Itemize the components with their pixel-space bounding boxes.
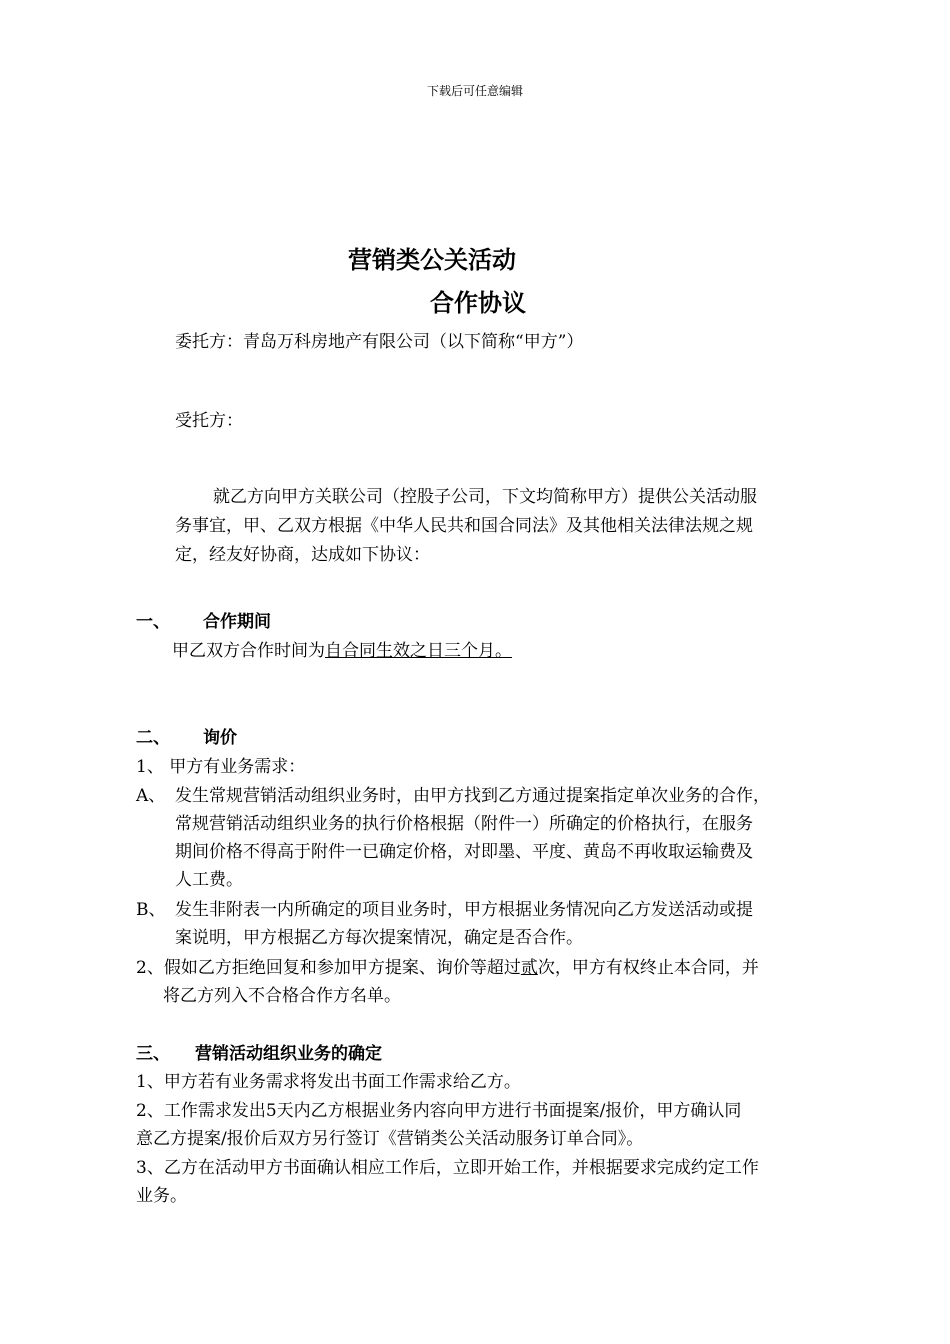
intro-line-3: 定，经友好协商，达成如下协议： [175,545,430,565]
section2-itemA-marker: A、 [136,786,166,806]
section2-itemB-line2: 案说明，甲方根据乙方每次提案情况，确定是否合作。 [175,928,583,948]
section2-itemA-line3: 期间价格不得高于附件一已确定价格，对即墨、平度、黄岛不再收取运输费及 [175,842,753,862]
section3-item3-line1: 3、乙方在活动甲方书面确认相应工作后，立即开始工作，并根据要求完成约定工作 [136,1158,759,1178]
section3-heading: 营销活动组织业务的确定 [195,1044,382,1064]
section2-itemB-marker: B、 [136,900,166,920]
section1-number: 一、 [136,612,170,632]
section2-heading: 询价 [203,728,237,748]
section3-item3-line2: 业务。 [136,1186,187,1206]
section2-item2-line2: 将乙方列入不合格合作方名单。 [163,986,401,1006]
section3-item1: 1、甲方若有业务需求将发出书面工作需求给乙方。 [136,1072,521,1092]
section2-number: 二、 [136,728,170,748]
section2-itemA-line1: 发生常规营销活动组织业务时，由甲方找到乙方通过提案指定单次业务的合作， [175,786,770,806]
section1-text-prefix: 甲乙双方合作时间为 [172,641,325,661]
section2-item2-prefix: 2、假如乙方拒绝回复和参加甲方提案、询价等超过 [136,958,521,978]
agent-party: 受托方： [175,411,243,431]
section2-item1: 1、 甲方有业务需求： [136,757,306,777]
intro-line-2: 务事宜，甲、乙双方根据《中华人民共和国合同法》及其他相关法律法规之规 [175,516,753,536]
section1-text [172,640,512,662]
client-party: 委托方：青岛万科房地产有限公司（以下简称“甲方”） [175,332,584,352]
section3-item2-line2: 意乙方提案/报价后双方另行签订《营销类公关活动服务订单合同》。 [136,1129,644,1149]
intro-line-1: 就乙方向甲方关联公司（控股子公司，下文均简称甲方）提供公关活动服 [213,487,757,507]
document-title-line2: 合作协议 [430,289,526,317]
section3-number: 三、 [136,1044,170,1064]
header-note: 下载后可任意编辑 [426,84,523,98]
section2-itemA-line4: 人工费。 [175,870,243,890]
section2-itemB-line1: 发生非附表一内所确定的项目业务时，甲方根据业务情况向乙方发送活动或提 [175,900,753,920]
section3-item2-line1: 2、工作需求发出5天内乙方根据业务内容向甲方进行书面提案/报价，甲方确认同 [136,1101,742,1121]
document-title-line1: 营销类公关活动 [348,246,516,274]
section2-item2-count: 贰 [520,958,538,978]
section1-term: 自合同生效之日三个月。 [325,641,512,661]
section1-heading: 合作期间 [203,612,271,632]
section2-item2-suffix: 次，甲方有权终止本合同，并 [537,958,759,978]
section2-item2-line1 [136,957,759,979]
section2-itemA-line2: 常规营销活动组织业务的执行价格根据（附件一）所确定的价格执行，在服务 [175,814,753,834]
